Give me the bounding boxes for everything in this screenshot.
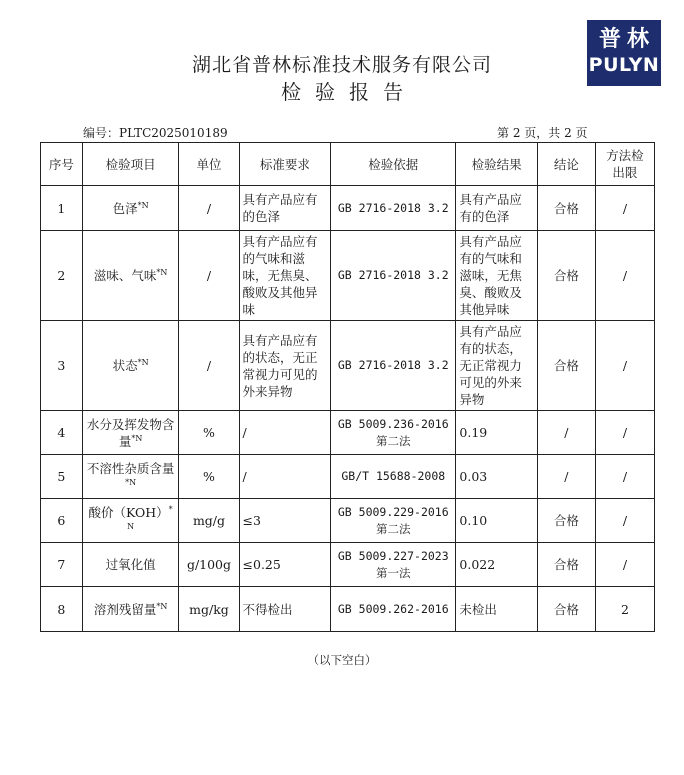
cell-conclusion: / <box>537 455 595 499</box>
table-row <box>41 411 655 455</box>
cell-no: 2 <box>41 231 83 321</box>
cell-unit: / <box>179 231 239 321</box>
cell-basis: GB 5009.227-2023 第一法 <box>331 543 456 587</box>
cell-result: 0.03 <box>456 455 537 499</box>
cell-detection-limit: / <box>595 499 654 543</box>
item-name: 状态 <box>112 358 138 373</box>
cell-detection-limit: / <box>595 186 654 231</box>
cell-conclusion: / <box>537 411 595 455</box>
table-row <box>41 186 655 231</box>
item-mark: *N <box>156 601 168 611</box>
item-mark: *N <box>156 267 168 277</box>
cell-conclusion: 合格 <box>537 231 595 321</box>
cell-basis: GB 2716-2018 3.2 <box>331 321 456 411</box>
cell-requirement: 具有产品应有的状态，无正常视力可见的外来异物 <box>239 321 331 411</box>
cell-result: 0.10 <box>456 499 537 543</box>
item-mark: *N <box>137 200 149 210</box>
cell-item <box>82 455 179 499</box>
header-no: 序号 <box>41 143 83 186</box>
item-name: 过氧化值 <box>105 557 156 572</box>
cell-unit: % <box>179 411 239 455</box>
header-conclusion: 结论 <box>537 143 595 186</box>
table-row <box>41 321 655 411</box>
cell-basis: GB 2716-2018 3.2 <box>331 186 456 231</box>
cell-detection-limit: / <box>595 543 654 587</box>
cell-conclusion: 合格 <box>537 186 595 231</box>
cell-detection-limit: / <box>595 455 654 499</box>
cell-no: 7 <box>41 543 83 587</box>
company-name: 湖北省普林标准技术服务有限公司 <box>191 54 492 76</box>
cell-unit: / <box>179 321 239 411</box>
header-result: 检验结果 <box>456 143 537 186</box>
cell-item <box>82 231 179 321</box>
item-name: 色泽 <box>112 200 138 216</box>
blank-below-note: （以下空白） <box>307 653 377 667</box>
item-mark: *N <box>131 433 143 443</box>
cell-unit: mg/g <box>179 499 239 543</box>
cell-result: 具有产品应有的气味和滋味，无焦臭、酸败及其他异味 <box>456 231 537 321</box>
cell-item <box>82 186 179 231</box>
cell-no: 6 <box>41 499 83 543</box>
cell-basis: GB 5009.229-2016 第二法 <box>331 499 456 543</box>
cell-detection-limit: / <box>595 321 654 411</box>
table-row <box>41 455 655 499</box>
inspection-table <box>40 142 655 632</box>
document-title: 检验报告 <box>281 80 417 104</box>
cell-requirement: / <box>239 455 331 499</box>
cell-no: 4 <box>41 411 83 455</box>
header-requirement: 标准要求 <box>239 143 331 186</box>
cell-unit: mg/kg <box>179 587 239 632</box>
cell-item <box>82 499 179 543</box>
cell-requirement: 具有产品应有的色泽 <box>239 186 331 231</box>
item-name: 酸价（KOH） <box>88 504 169 520</box>
table-row <box>41 231 655 321</box>
item-name: 溶剂残留量 <box>93 601 157 617</box>
table-row <box>41 543 655 587</box>
cell-conclusion: 合格 <box>537 587 595 632</box>
cell-requirement: 具有产品应有的气味和滋味，无焦臭、酸败及其他异味 <box>239 231 331 321</box>
cell-result: 具有产品应有的色泽 <box>456 186 537 231</box>
cell-no: 8 <box>41 587 83 632</box>
cell-requirement: / <box>239 411 331 455</box>
cell-no: 1 <box>41 186 83 231</box>
cell-detection-limit: / <box>595 231 654 321</box>
cell-requirement: 不得检出 <box>239 587 331 632</box>
item-mark: *N <box>125 477 137 487</box>
item-name: 滋味、气味 <box>93 268 157 283</box>
cell-unit: / <box>179 186 239 231</box>
cell-item <box>82 411 179 455</box>
cell-result: 未检出 <box>456 587 537 632</box>
header-unit: 单位 <box>179 143 239 186</box>
cell-basis: GB 5009.236-2016 第二法 <box>331 411 456 455</box>
item-name: 不溶性杂质含量 <box>86 460 175 476</box>
cell-no: 5 <box>41 455 83 499</box>
header-detection-limit: 方法检出限 <box>595 143 654 186</box>
table-row <box>41 587 655 632</box>
cell-detection-limit: / <box>595 411 654 455</box>
cell-item <box>82 321 179 411</box>
cell-basis: GB 2716-2018 3.2 <box>331 231 456 321</box>
item-mark: *N <box>137 357 149 367</box>
company-seal <box>640 420 684 540</box>
table-header-row <box>41 143 655 186</box>
cell-result: 0.19 <box>456 411 537 455</box>
header-basis: 检验依据 <box>331 143 456 186</box>
cell-result: 具有产品应有的状态，无正常视力可见的外来异物 <box>456 321 537 411</box>
table-row <box>41 499 655 543</box>
cell-requirement: ≤3 <box>239 499 331 543</box>
report-number: 编号：PLTC2025010189 <box>83 126 228 140</box>
cell-unit: % <box>179 455 239 499</box>
cell-item <box>82 543 179 587</box>
header-item: 检验项目 <box>82 143 179 186</box>
cell-conclusion: 合格 <box>537 543 595 587</box>
cell-detection-limit: 2 <box>595 587 654 632</box>
cell-no: 3 <box>41 321 83 411</box>
cell-basis: GB 5009.262-2016 <box>331 587 456 632</box>
cell-basis: GB/T 15688-2008 <box>331 455 456 499</box>
page-info: 第 2 页，共 2 页 <box>497 126 588 140</box>
cell-conclusion: 合格 <box>537 499 595 543</box>
item-name: 水分及挥发物含量 <box>86 416 175 449</box>
cell-result: 0.022 <box>456 543 537 587</box>
logo-cn-text: 普林 <box>598 27 655 52</box>
cell-item <box>82 587 179 632</box>
cell-requirement: ≤0.25 <box>239 543 331 587</box>
logo-en-text: PULYN <box>588 54 660 76</box>
item-mark: *N <box>127 504 173 531</box>
cell-unit: g/100g <box>179 543 239 587</box>
cell-conclusion: 合格 <box>537 321 595 411</box>
